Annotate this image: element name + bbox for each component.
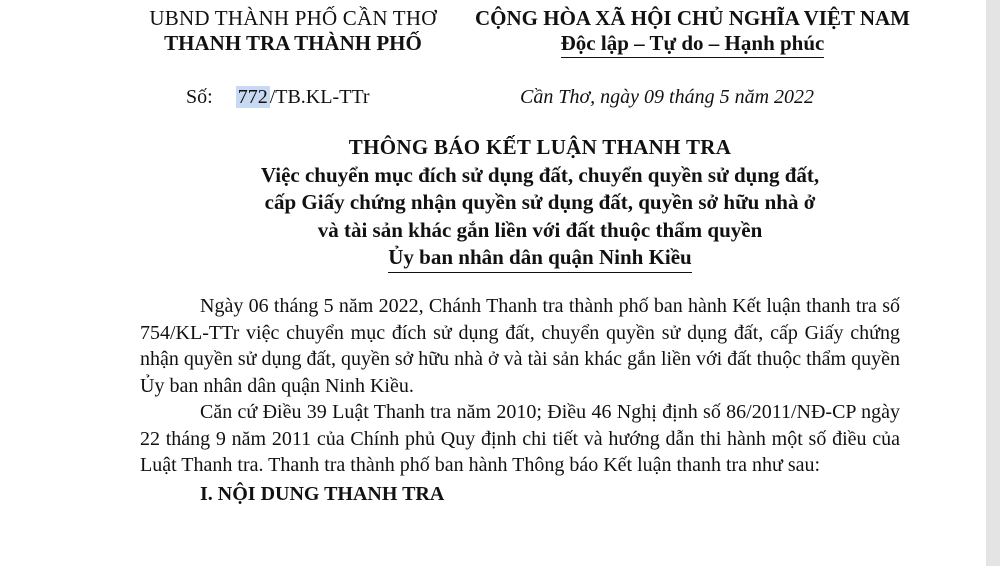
document-number [186, 86, 370, 109]
page-edge-scrollbar [986, 0, 1000, 566]
department-name: THANH TRA THÀNH PHỐ [164, 31, 422, 55]
nation-name: CỘNG HÒA XÃ HỘI CHỦ NGHĨA VIỆT NAM [474, 6, 911, 30]
national-motto: Độc lập – Tự do – Hạnh phúc [561, 31, 825, 58]
title-main: THÔNG BÁO KẾT LUẬN THANH TRA [348, 135, 732, 159]
section-heading: I. NỘI DUNG THANH TRA [200, 482, 445, 505]
number-label: Số: [186, 86, 213, 108]
document-body [140, 293, 900, 507]
document-title [180, 134, 900, 273]
agency-name: UBND THÀNH PHỐ CẦN THƠ [149, 6, 437, 30]
issuing-agency-block [138, 6, 448, 56]
number-value: 772 [237, 86, 268, 108]
paragraph-1: Ngày 06 tháng 5 năm 2022, Chánh Thanh tra thành phố ban hành Kết luận thanh tra số 754/KL-TTr việc chuyển mục đích sử dụng đất, chuyển quyền sử dụng đất, cấp Giấy chứng nhận quyền sử dụng đất, quyền sở hữu nhà ở và tài sản khác gắn liền với đất thuộc thẩm quyền Ủy ban nhân dân quận Ninh Kiều. [140, 295, 900, 397]
issue-date: Cần Thơ, ngày 09 tháng 5 năm 2022 [520, 86, 815, 108]
number-suffix: /TB.KL-TTr [269, 86, 370, 108]
title-line-3: và tài sản khác gắn liền với đất thuộc thẩm quyền [317, 217, 763, 242]
title-line-4: Ủy ban nhân dân quận Ninh Kiều [388, 244, 692, 273]
paragraph-2: Căn cứ Điều 39 Luật Thanh tra năm 2010; Điều 46 Nghị định số 86/2011/NĐ-CP ngày 22 tháng 9 năm 2011 của Chính phủ Quy định chi tiết và hướng dẫn thi hành một số điều của Luật Thanh tra. Thanh tra thành phố ban hành Thông báo Kết luận thanh tra như sau: [140, 401, 900, 476]
title-line-2: cấp Giấy chứng nhận quyền sử dụng đất, quyền sở hữu nhà ở [264, 190, 816, 214]
title-line-1: Việc chuyển mục đích sử dụng đất, chuyển quyền sử dụng đất, [260, 162, 820, 187]
national-header-block [455, 6, 930, 58]
